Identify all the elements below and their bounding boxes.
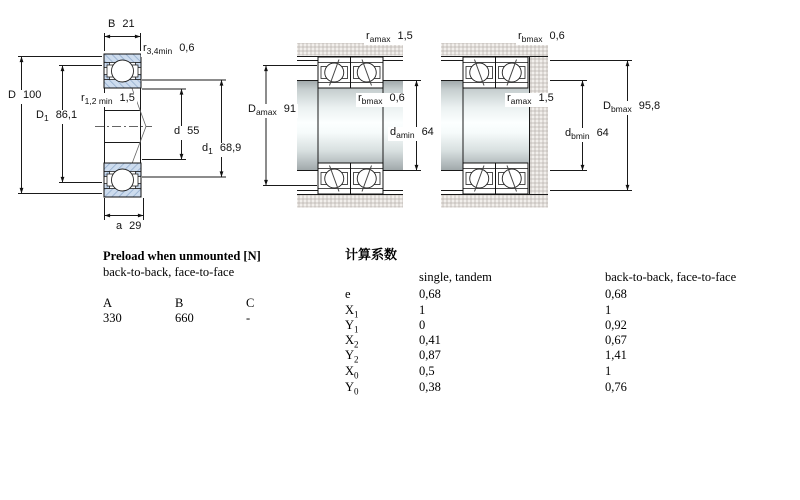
dim-value: 1,5 <box>397 30 413 42</box>
dim-subscript: 1 <box>43 113 49 124</box>
factor-value-single-tandem: 0,38 <box>419 380 441 394</box>
dim-label-dbmin <box>563 128 611 142</box>
dim-subscript: bmin <box>571 131 590 142</box>
bearing-cell <box>351 163 384 194</box>
dim-symbol: a <box>116 220 123 232</box>
factor-value-back-to-back: 1,41 <box>605 348 627 362</box>
dim-symbol: r <box>143 42 147 54</box>
dim-subscript: amax <box>255 107 277 118</box>
dim-label-Dbmax <box>601 101 662 115</box>
factor-row-label: $Y_1$ <box>345 318 359 335</box>
preload-value-A: 330 <box>103 311 122 325</box>
dim-subscript: bmax <box>521 34 543 45</box>
dim-value: 95,8 <box>638 100 661 112</box>
preload-title: Preload when unmounted [N] <box>103 249 261 263</box>
dim-value: 0,6 <box>179 42 195 54</box>
dim-value: 86,1 <box>55 109 78 121</box>
dim-subscript: bmax <box>361 96 383 107</box>
preload-subtitle: back-to-back, face-to-face <box>103 265 235 279</box>
factors-title: 计算系数 <box>345 247 398 262</box>
dim-label-rbmax-right <box>516 31 567 45</box>
dim-label-d <box>172 126 201 140</box>
dim-subscript: amax <box>510 96 532 107</box>
dim-label-B <box>106 19 137 33</box>
dim-value: 1,5 <box>119 92 135 104</box>
dim-symbol: D <box>36 109 44 121</box>
dim-label-Damax <box>246 104 298 118</box>
face-to-face-arrangement-diagram <box>441 43 632 208</box>
dim-subscript: bmax <box>610 104 632 115</box>
factor-value-single-tandem: 0,5 <box>419 364 435 378</box>
bearing-cell <box>463 163 496 194</box>
dim-value: 1,5 <box>538 92 554 104</box>
dim-label-D1 <box>34 110 79 124</box>
dim-value: 91 <box>283 103 296 115</box>
dim-subscript: amax <box>369 34 391 45</box>
bearing-section-top <box>104 54 141 88</box>
dim-label-ramax-right <box>505 93 556 107</box>
dim-symbol: d <box>565 127 572 139</box>
housing-column <box>530 56 549 196</box>
dim-value: 21 <box>122 18 135 30</box>
dim-subscript: amin <box>396 130 415 141</box>
dim-symbol: r <box>518 30 522 42</box>
preload-value-C: - <box>246 311 251 325</box>
preload-header-A: A <box>103 296 113 310</box>
dim-symbol: r <box>366 30 370 42</box>
dim-B-lines <box>105 33 141 51</box>
dim-label-damin <box>388 127 436 141</box>
dim-subscript: 3,4min <box>146 46 173 57</box>
back-to-back-arrangement-diagram <box>263 43 421 208</box>
factor-value-back-to-back: 0,76 <box>605 380 627 394</box>
dim-a-lines <box>105 198 144 220</box>
bearing-cell <box>496 163 529 194</box>
housing-band-bottom <box>441 195 548 208</box>
dim-label-a <box>114 221 143 235</box>
dim-label-d1 <box>200 143 243 157</box>
dim-symbol: d <box>202 142 209 154</box>
factor-row-label: $X_0$ <box>345 364 359 381</box>
factor-row-label: $Y_2$ <box>345 348 359 365</box>
factor-value-single-tandem: 1 <box>419 303 426 317</box>
dim-symbol: r <box>358 92 362 104</box>
dim-label-ramax-mid <box>364 31 415 45</box>
dim-label-r12min <box>79 93 137 107</box>
preload-header-C: C <box>246 296 255 310</box>
dim-value: 55 <box>187 125 200 137</box>
factor-value-single-tandem: 0,87 <box>419 348 441 362</box>
dim-symbol: D <box>8 89 16 101</box>
dim-symbol: D <box>248 103 256 115</box>
bearing-cell <box>318 57 351 88</box>
dim-value: 64 <box>421 126 434 138</box>
bearing-cell <box>351 57 384 88</box>
factor-value-single-tandem: 0,68 <box>419 287 441 301</box>
dim-value: 29 <box>129 220 142 232</box>
dim-label-rbmax-mid <box>356 93 407 107</box>
factor-row-label: $Y_0$ <box>345 380 359 397</box>
factor-value-back-to-back: 0,67 <box>605 333 627 347</box>
bearing-section-bottom <box>104 163 141 197</box>
dim-label-r34min <box>141 43 196 57</box>
bearing-cell <box>463 57 496 88</box>
factor-row-label: e <box>345 287 351 301</box>
factors-header-back-to-back: back-to-back, face-to-face <box>605 270 737 284</box>
dim-value: 0,6 <box>549 30 565 42</box>
bearing-cell <box>318 163 351 194</box>
dim-Dbmax-lines <box>550 61 632 191</box>
factor-value-back-to-back: 1 <box>605 303 612 317</box>
factor-row-label: $X_2$ <box>345 333 359 350</box>
dim-symbol: d <box>174 125 181 137</box>
dim-D-lines <box>18 57 102 194</box>
dim-symbol: B <box>108 18 116 30</box>
housing-band-bottom <box>297 195 403 208</box>
dim-label-D <box>6 90 43 104</box>
dim-symbol: d <box>390 126 397 138</box>
preload-header-B: B <box>175 296 184 310</box>
dim-symbol: r <box>507 92 511 104</box>
dim-value: 68,9 <box>219 142 242 154</box>
dim-value: 0,6 <box>389 92 405 104</box>
factor-value-single-tandem: 0 <box>419 318 426 332</box>
preload-value-B: 660 <box>175 311 194 325</box>
bearing-cell <box>496 57 529 88</box>
factor-value-back-to-back: 0,92 <box>605 318 627 332</box>
dim-subscript: 1,2 min <box>84 96 113 107</box>
dim-subscript: 1 <box>208 146 213 157</box>
factor-row-label: $X_1$ <box>345 303 359 320</box>
factor-value-back-to-back: 0,68 <box>605 287 627 301</box>
factor-value-single-tandem: 0,41 <box>419 333 441 347</box>
dim-value: 100 <box>22 89 42 101</box>
factors-header-single-tandem: single, tandem <box>419 270 492 284</box>
dim-symbol: r <box>81 92 85 104</box>
dim-value: 64 <box>596 127 609 139</box>
dim-symbol: D <box>603 100 611 112</box>
factor-value-back-to-back: 1 <box>605 364 612 378</box>
